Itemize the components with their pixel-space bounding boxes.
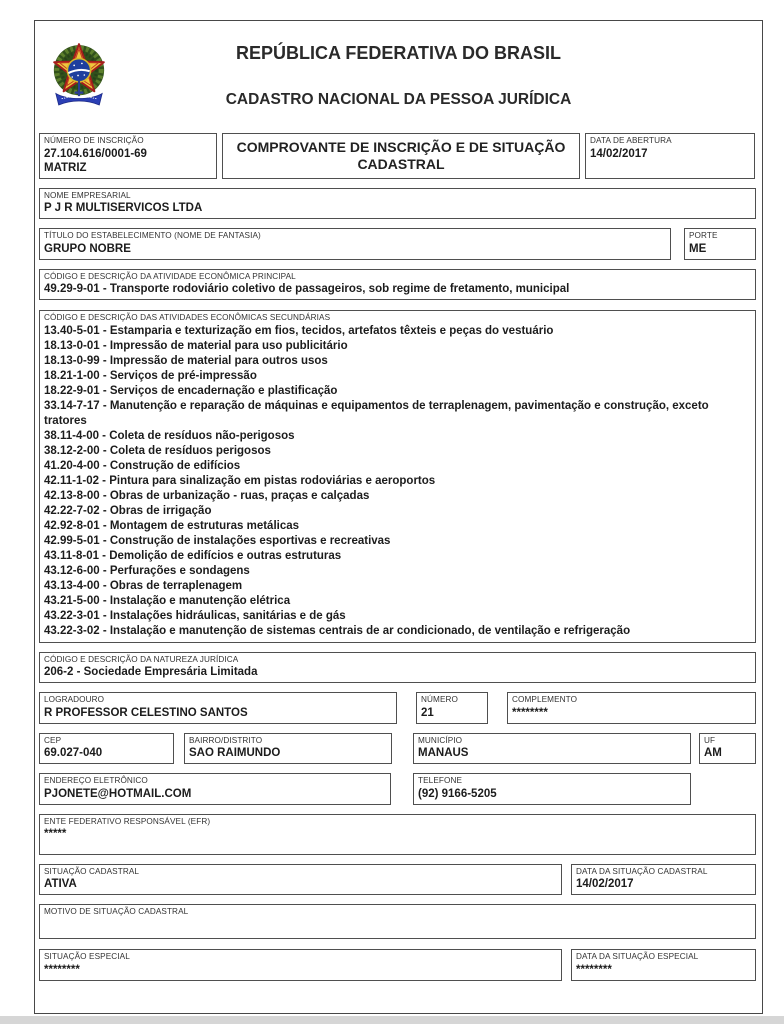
street-number: 21: [421, 706, 434, 719]
page-bottom-strip: [0, 1016, 784, 1024]
brazil-coat-of-arms-icon: [50, 41, 108, 111]
field-situacao-cadastral: [39, 864, 562, 896]
row-motivo-situacao: [39, 904, 755, 939]
secondary-activity-item: 43.12-6-00 - Perfurações e sondagens: [44, 564, 250, 577]
special-status: ********: [44, 963, 80, 976]
field-data-abertura: [585, 133, 755, 179]
field-motivo-situacao: [39, 904, 756, 939]
secondary-activity-item: 41.20-4-00 - Construção de edifícios: [44, 459, 241, 472]
field-label: NÚMERO DE INSCRIÇÃO: [44, 136, 144, 145]
field-uf: [699, 733, 756, 765]
company-size: ME: [689, 242, 707, 255]
document-frame: [34, 20, 763, 1014]
legal-nature: 206-2 - Sociedade Empresária Limitada: [44, 666, 258, 678]
secondary-activity-item: 43.13-4-00 - Obras de terraplenagem: [44, 579, 243, 592]
field-cep: [39, 733, 174, 765]
field-titulo-estabelecimento: [39, 228, 671, 260]
field-label: CÓDIGO E DESCRIÇÃO DAS ATIVIDADES ECONÔMICAS SECUNDÁRIAS: [44, 313, 331, 322]
field-label: ENTE FEDERATIVO RESPONSÁVEL (EFR): [44, 816, 211, 826]
cnpj-registry-title: CADASTRO NACIONAL DA PESSOA JURÍDICA: [225, 91, 572, 108]
field-label: UF: [704, 735, 716, 745]
field-numero-inscricao: [39, 133, 217, 179]
field-data-situacao-especial: [571, 949, 756, 981]
district: SAO RAIMUNDO: [189, 747, 281, 759]
secondary-activity-item: 18.13-0-99 - Impressão de material para outros usos: [44, 354, 328, 367]
row-nome-empresarial: [39, 188, 755, 220]
trade-name: GRUPO NOBRE: [44, 242, 131, 255]
field-label: PORTE: [689, 231, 718, 240]
field-label: NÚMERO: [421, 695, 458, 704]
field-label: CEP: [44, 735, 62, 745]
secondary-activity-item: 42.11-1-02 - Pintura para sinalização em pistas rodoviárias e aeroportos: [44, 474, 436, 487]
field-bairro: [184, 733, 392, 765]
secondary-activity-item: 42.13-8-00 - Obras de urbanização - ruas, praças e calçadas: [44, 489, 370, 502]
document-title: COMPROVANTE DE INSCRIÇÃO E DE SITUAÇÃO CADASTRAL: [236, 138, 566, 172]
secondary-activity-item: 38.11-4-00 - Coleta de resíduos não-perigosos: [44, 429, 295, 442]
secondary-activity-item: 13.40-5-01 - Estamparia e texturização em fios, tecidos, artefatos têxteis e peças do vestuário: [44, 324, 554, 337]
field-natureza-juridica: [39, 652, 756, 684]
secondary-activity-item: 43.21-5-00 - Instalação e manutenção elétrica: [44, 594, 291, 607]
field-telefone: [413, 773, 691, 805]
secondary-activity-item: 18.22-9-01 - Serviços de encadernação e plastificação: [44, 384, 338, 397]
special-status-date: ********: [576, 963, 612, 976]
field-nome-empresarial: [39, 188, 756, 220]
field-label: CÓDIGO E DESCRIÇÃO DA NATUREZA JURÍDICA: [44, 654, 239, 664]
field-label: COMPLEMENTO: [512, 695, 578, 704]
field-municipio: [413, 733, 691, 765]
registration-status-date: 14/02/2017: [576, 878, 634, 890]
row-situacao-cadastral: [39, 864, 755, 896]
row-inscription: [39, 133, 755, 179]
field-label: DATA DA SITUAÇÃO CADASTRAL: [576, 866, 708, 876]
postal-code: 69.027-040: [44, 747, 103, 759]
field-label: CÓDIGO E DESCRIÇÃO DA ATIVIDADE ECONÔMICA PRINCIPAL: [44, 271, 296, 281]
field-data-situacao-cadastral: [571, 864, 756, 896]
city: MANAUS: [418, 747, 469, 759]
secondary-activity-item: 42.22-7-02 - Obras de irrigação: [44, 504, 212, 517]
document-title-box: [222, 133, 580, 179]
document-header: [35, 21, 762, 133]
secondary-activity-item: 42.92-8-01 - Montagem de estruturas metálicas: [44, 519, 300, 532]
field-label: NOME EMPRESARIAL: [44, 190, 131, 200]
matriz-flag: MATRIZ: [44, 161, 87, 174]
secondary-activity-item: 33.14-7-17 - Manutenção e reparação de máquinas e equipamentos de terraplenagem, pavimentação e construção, exceto tratores: [44, 399, 709, 427]
field-label: MUNICÍPIO: [418, 735, 463, 745]
field-label: SITUAÇÃO ESPECIAL: [44, 952, 130, 961]
secondary-activity-item: 43.22-3-01 - Instalações hidráulicas, sanitárias e de gás: [44, 609, 346, 622]
secondary-activity-item: 43.11-8-01 - Demolição de edifícios e outras estruturas: [44, 549, 342, 562]
field-label: MOTIVO DE SITUAÇÃO CADASTRAL: [44, 907, 189, 916]
field-situacao-especial: [39, 949, 562, 981]
company-name: P J R MULTISERVICOS LTDA: [44, 202, 203, 214]
row-contato: [39, 773, 755, 805]
field-atividade-principal: [39, 269, 756, 301]
field-label: SITUAÇÃO CADASTRAL: [44, 866, 140, 876]
opening-date: 14/02/2017: [590, 147, 648, 160]
field-porte: [684, 228, 756, 260]
row-situacao-especial: [39, 949, 755, 981]
field-label: TÍTULO DO ESTABELECIMENTO (NOME DE FANTASIA): [44, 231, 261, 240]
field-label: DATA DE ABERTURA: [590, 136, 672, 145]
field-label: DATA DA SITUAÇÃO ESPECIAL: [576, 952, 699, 961]
row-atividade-principal: [39, 269, 755, 301]
secondary-activity-item: 38.12-2-00 - Coleta de resíduos perigosos: [44, 444, 271, 457]
email: PJONETE@HOTMAIL.COM: [44, 787, 192, 800]
field-label: LOGRADOURO: [44, 695, 105, 704]
secondary-activities-list: [44, 324, 751, 639]
phone: (92) 9166-5205: [418, 787, 497, 800]
street-name: R PROFESSOR CELESTINO SANTOS: [44, 706, 248, 719]
secondary-activity-item: 18.13-0-01 - Impressão de material para uso publicitário: [44, 339, 348, 352]
field-label: ENDEREÇO ELETRÔNICO: [44, 776, 148, 785]
main-activity: 49.29-9-01 - Transporte rodoviário coletivo de passageiros, sob regime de fretamento, municipal: [44, 283, 570, 295]
efr-value: *****: [44, 828, 67, 840]
row-natureza-juridica: [39, 652, 755, 684]
row-efr: [39, 814, 755, 855]
field-label: TELEFONE: [418, 776, 463, 785]
secondary-activity-item: 43.22-3-02 - Instalação e manutenção de sistemas centrais de ar condicionado, de ventilação e refrigeração: [44, 624, 631, 637]
field-complemento: [507, 692, 756, 724]
row-fantasia-porte: [39, 228, 755, 260]
field-label: BAIRRO/DISTRITO: [189, 735, 263, 745]
field-endereco-eletronico: [39, 773, 391, 805]
field-efr: [39, 814, 756, 855]
field-atividades-secundarias: [39, 310, 756, 643]
row-cep-municipio: [39, 733, 755, 765]
address-complement: ********: [512, 706, 548, 719]
state: AM: [704, 747, 722, 759]
secondary-activity-item: 42.99-5-01 - Construção de instalações esportivas e recreativas: [44, 534, 391, 547]
secondary-activity-item: 18.21-1-00 - Serviços de pré-impressão: [44, 369, 257, 382]
row-atividades-secundarias: [39, 310, 755, 643]
field-numero: [416, 692, 488, 724]
cnpj-number: 27.104.616/0001-69: [44, 147, 147, 160]
registration-status: ATIVA: [44, 878, 77, 890]
republic-title: REPÚBLICA FEDERATIVA DO BRASIL: [235, 43, 561, 63]
field-logradouro: [39, 692, 397, 724]
row-endereco: [39, 692, 755, 724]
